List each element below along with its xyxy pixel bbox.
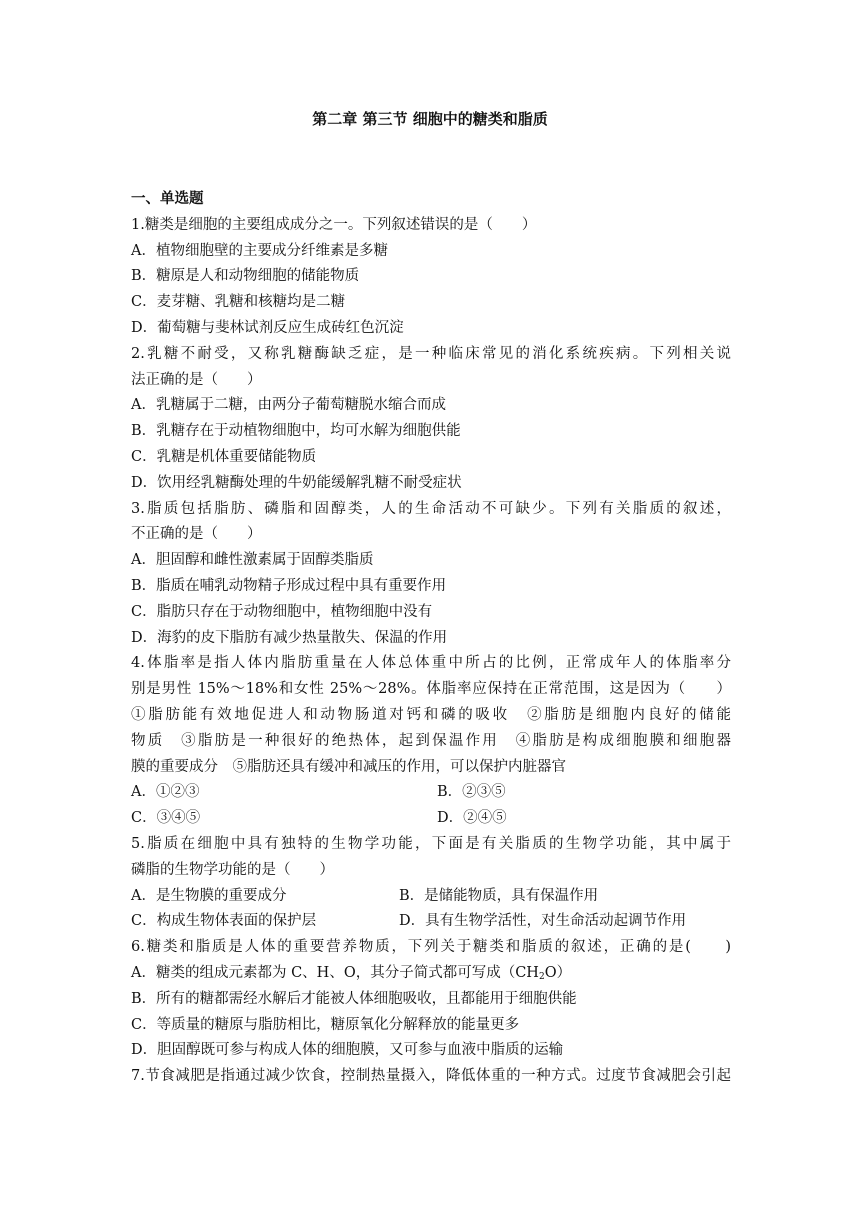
question-3-option-a: A．胆固醇和雌性激素属于固醇类脂质 xyxy=(131,552,374,569)
question-7-stem: 7.节食减肥是指通过减少饮食，控制热量摄入，降低体重的一种方式。过度节食减肥会引起 xyxy=(131,1068,731,1085)
question-6-option-b: B．所有的糖都需经水解后才能被人体细胞吸收，且都能用于细胞供能 xyxy=(131,990,577,1007)
question-4-stem-cont: 别是男性 15%～18%和女性 25%～28%。体脂率应保持在正常范围，这是因为（ ） xyxy=(131,681,731,698)
question-5-options-row-1 xyxy=(131,884,731,910)
question-6-option-a xyxy=(131,961,731,987)
question-4-option-b: B．②③⑤ xyxy=(437,784,506,801)
subscript-2: 2 xyxy=(538,971,545,982)
question-4-option-c: C．③④⑤ xyxy=(131,810,201,827)
page-title: 第二章 第三节 细胞中的糖类和脂质 xyxy=(312,110,548,128)
question-4-statement-line-2: 物质 ③脂肪是一种很好的绝热体，起到保温作用 ④脂肪是构成细胞膜和细胞器 xyxy=(131,732,731,749)
question-5-option-c: C．构成生物体表面的保护层 xyxy=(131,913,317,930)
question-6-option-d: D．胆固醇既可参与构成人体的细胞膜，又可参与血液中脂质的运输 xyxy=(131,1042,564,1059)
question-2-option-d: D．饮用经乳糖酶处理的牛奶能缓解乳糖不耐受症状 xyxy=(131,474,462,491)
question-1-option-b: B．糖原是人和动物细胞的储能物质 xyxy=(131,268,360,285)
question-2-option-c: C．乳糖是机体重要储能物质 xyxy=(131,448,317,465)
question-6-option-c: C．等质量的糖原与脂肪相比，糖原氧化分解释放的能量更多 xyxy=(131,1016,520,1033)
question-4-statement-line-3: 膜的重要成分 ⑤脂肪还具有缓冲和减压的作用，可以保护内脏器官 xyxy=(131,758,566,775)
question-2-stem: 2.乳糖不耐受，又称乳糖酶缺乏症，是一种临床常见的消化系统疾病。下列相关说 xyxy=(131,345,731,362)
question-4-statement-line-1: ①脂肪能有效地促进人和动物肠道对钙和磷的吸收 ②脂肪是细胞内良好的储能 xyxy=(131,706,731,723)
question-3-option-b: B．脂质在哺乳动物精子形成过程中具有重要作用 xyxy=(131,577,447,594)
question-4-options-row-1 xyxy=(131,780,731,806)
question-2-option-b: B．乳糖存在于动植物细胞中，均可水解为细胞供能 xyxy=(131,423,461,440)
question-1-option-d: D．葡萄糖与斐林试剂反应生成砖红色沉淀 xyxy=(131,319,404,336)
question-6-option-a-text: A．糖类的组成元素都为 C、H、O，其分子简式都可写成（CH xyxy=(131,964,539,981)
question-5-option-d: D．具有生物学活性，对生命活动起调节作用 xyxy=(399,913,687,930)
question-4-option-d: D．②④⑤ xyxy=(437,810,507,827)
question-5-stem-cont: 磷脂的生物学功能的是（ ） xyxy=(131,861,334,878)
question-5-option-b: B．是储能物质，具有保温作用 xyxy=(399,887,599,904)
question-4-stem: 4.体脂率是指人体内脂肪重量在人体总体重中所占的比例，正常成年人的体脂率分 xyxy=(131,655,731,672)
question-3-option-c: C．脂肪只存在于动物细胞中，植物细胞中没有 xyxy=(131,603,433,620)
question-5-stem: 5.脂质在细胞中具有独特的生物学功能，下面是有关脂质的生物学功能，其中属于 xyxy=(131,835,731,852)
question-3-stem-cont: 不正确的是（ ） xyxy=(131,526,262,543)
question-2-option-a: A．乳糖属于二糖，由两分子葡萄糖脱水缩合而成 xyxy=(131,397,446,414)
question-4-option-a: A．①②③ xyxy=(131,784,200,801)
question-5-options-row-2 xyxy=(131,909,731,935)
question-2-stem-cont: 法正确的是（ ） xyxy=(131,371,262,388)
question-6-stem: 6.糖类和脂质是人体的重要营养物质，下列关于糖类和脂质的叙述，正确的是( ) xyxy=(131,939,731,956)
question-6-option-a-tail: O） xyxy=(544,964,572,981)
question-3-option-d: D．海豹的皮下脂肪有减少热量散失、保温的作用 xyxy=(131,629,448,646)
question-1-stem: 1.糖类是细胞的主要组成成分之一。下列叙述错误的是（ ） xyxy=(131,216,537,233)
question-1-option-a: A．植物细胞壁的主要成分纤维素是多糖 xyxy=(131,242,388,259)
question-4-options-row-2 xyxy=(131,806,731,832)
question-1-option-c: C．麦芽糖、乳糖和核糖均是二糖 xyxy=(131,294,346,311)
question-3-stem: 3.脂质包括脂肪、磷脂和固醇类，人的生命活动不可缺少。下列有关脂质的叙述， xyxy=(131,500,731,517)
section-heading: 一、单选题 xyxy=(131,191,204,207)
question-list xyxy=(131,187,731,1090)
question-5-option-a: A．是生物膜的重要成分 xyxy=(131,887,287,904)
